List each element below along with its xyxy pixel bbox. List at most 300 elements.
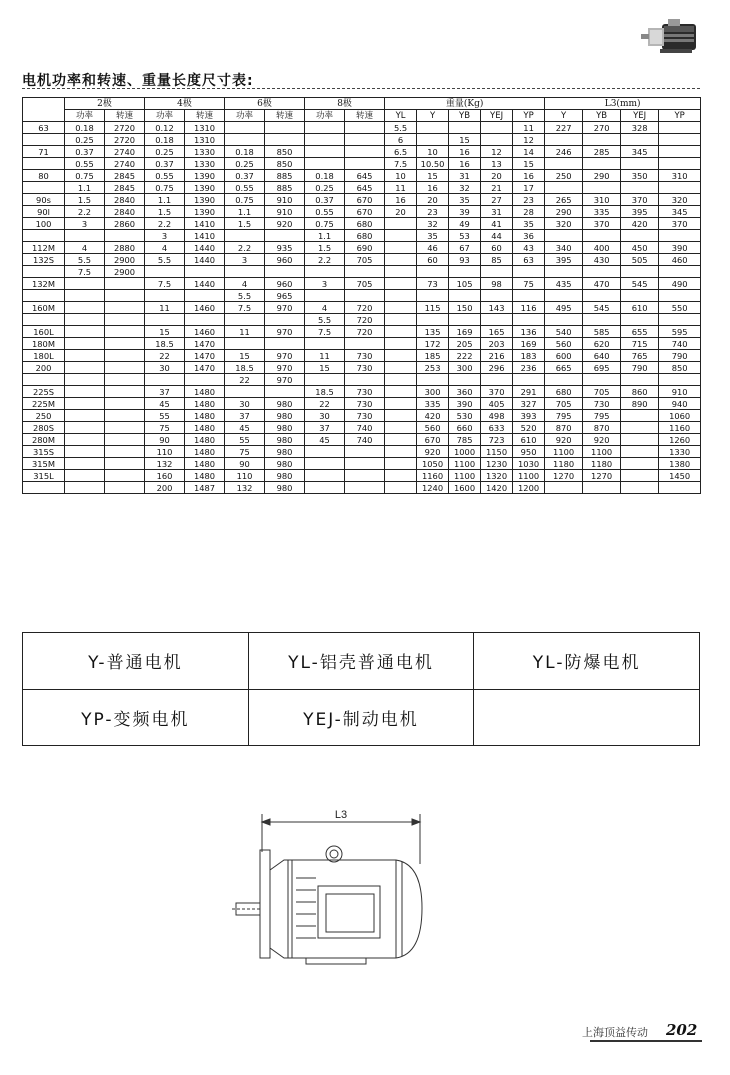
cell-wy: 335: [417, 398, 449, 410]
cell-s2: 2740: [105, 146, 145, 158]
cell-s8: 730: [345, 350, 385, 362]
cell-ly: 435: [545, 278, 583, 290]
cell-s8: 705: [345, 278, 385, 290]
cell-lyp: [659, 158, 701, 170]
cell-wyl: 20: [385, 206, 417, 218]
cell-lyp: 390: [659, 242, 701, 254]
legend-row: [23, 633, 700, 690]
table-row: [23, 326, 701, 338]
cell-ly: [545, 374, 583, 386]
cell-s4: [185, 314, 225, 326]
cell-frame: 100: [23, 218, 65, 230]
cell-ly: 795: [545, 410, 583, 422]
subheader-weight-yp: YP: [513, 110, 545, 122]
cell-s8: 720: [345, 302, 385, 314]
cell-wy: [417, 122, 449, 134]
cell-p6: 55: [225, 434, 265, 446]
cell-p4: 0.25: [145, 146, 185, 158]
cell-wyej: 296: [481, 362, 513, 374]
cell-p6: 5.5: [225, 290, 265, 302]
cell-wyb: 1600: [449, 482, 481, 494]
cell-lyb: [583, 182, 621, 194]
cell-p8: 11: [305, 350, 345, 362]
title-divider: [22, 88, 700, 89]
cell-s6: [265, 338, 305, 350]
cell-p4: 7.5: [145, 278, 185, 290]
cell-p6: 0.55: [225, 182, 265, 194]
cell-p6: 1.1: [225, 206, 265, 218]
cell-s4: 1440: [185, 254, 225, 266]
cell-ly: [545, 230, 583, 242]
cell-s8: 705: [345, 254, 385, 266]
cell-p4: 2.2: [145, 218, 185, 230]
cell-s6: [265, 122, 305, 134]
cell-p2: [65, 422, 105, 434]
cell-wyp: 15: [513, 158, 545, 170]
cell-s8: [345, 134, 385, 146]
cell-wyl: [385, 446, 417, 458]
subheader-speed: 转速: [105, 110, 145, 122]
cell-lyej: 505: [621, 254, 659, 266]
cell-p4: 30: [145, 362, 185, 374]
table-row: [23, 206, 701, 218]
cell-wyp: 1200: [513, 482, 545, 494]
cell-p8: 0.18: [305, 170, 345, 182]
cell-lyp: 1160: [659, 422, 701, 434]
cell-wyl: [385, 422, 417, 434]
header-length: L3(mm): [545, 98, 701, 110]
cell-p2: 0.18: [65, 122, 105, 134]
subheader-length-yej: YEJ: [621, 110, 659, 122]
cell-ly: 870: [545, 422, 583, 434]
cell-lyb: 1270: [583, 470, 621, 482]
cell-lyb: 335: [583, 206, 621, 218]
cell-s8: [345, 470, 385, 482]
cell-wyl: [385, 398, 417, 410]
cell-wyej: 633: [481, 422, 513, 434]
cell-wyp: 520: [513, 422, 545, 434]
cell-lyb: 620: [583, 338, 621, 350]
cell-p6: [225, 266, 265, 278]
cell-wyl: [385, 386, 417, 398]
cell-wyb: [449, 266, 481, 278]
cell-wyl: [385, 470, 417, 482]
footer-company: 上海顶益传动: [582, 1026, 648, 1039]
cell-p8: 22: [305, 398, 345, 410]
cell-ly: [545, 134, 583, 146]
cell-wyej: 13: [481, 158, 513, 170]
cell-s6: 970: [265, 302, 305, 314]
cell-s2: [105, 446, 145, 458]
cell-wyl: [385, 338, 417, 350]
cell-s4: 1390: [185, 170, 225, 182]
cell-wyp: 169: [513, 338, 545, 350]
subheader-speed: 转速: [185, 110, 225, 122]
cell-s6: 980: [265, 422, 305, 434]
cell-lyp: [659, 182, 701, 194]
cell-p4: 160: [145, 470, 185, 482]
cell-ly: 540: [545, 326, 583, 338]
cell-lyb: [583, 158, 621, 170]
cell-lyej: 790: [621, 362, 659, 374]
cell-s4: 1480: [185, 410, 225, 422]
cell-wy: 16: [417, 182, 449, 194]
cell-p8: 0.25: [305, 182, 345, 194]
cell-p2: 4: [65, 242, 105, 254]
cell-frame: 90l: [23, 206, 65, 218]
cell-lyej: 890: [621, 398, 659, 410]
cell-lyb: 705: [583, 386, 621, 398]
cell-s8: [345, 146, 385, 158]
cell-s8: [345, 458, 385, 470]
cell-p2: 5.5: [65, 254, 105, 266]
cell-s2: 2880: [105, 242, 145, 254]
cell-p2: 1.1: [65, 182, 105, 194]
cell-p4: [145, 374, 185, 386]
cell-wy: 20: [417, 194, 449, 206]
cell-p6: 11: [225, 326, 265, 338]
cell-wyl: [385, 362, 417, 374]
cell-p6: 0.18: [225, 146, 265, 158]
cell-s2: [105, 398, 145, 410]
cell-wyb: 360: [449, 386, 481, 398]
cell-ly: 395: [545, 254, 583, 266]
cell-s6: 935: [265, 242, 305, 254]
cell-wyej: 60: [481, 242, 513, 254]
cell-wyp: 116: [513, 302, 545, 314]
cell-p8: 37: [305, 422, 345, 434]
cell-s6: 885: [265, 170, 305, 182]
cell-wyej: 370: [481, 386, 513, 398]
cell-lyp: 1330: [659, 446, 701, 458]
cell-ly: 495: [545, 302, 583, 314]
cell-wyl: 5.5: [385, 122, 417, 134]
table-row: [23, 158, 701, 170]
cell-s4: 1480: [185, 422, 225, 434]
cell-s6: 965: [265, 290, 305, 302]
cell-p4: 132: [145, 458, 185, 470]
cell-p6: 22: [225, 374, 265, 386]
cell-wy: 115: [417, 302, 449, 314]
cell-ly: 665: [545, 362, 583, 374]
cell-frame: 80: [23, 170, 65, 182]
table-row: [23, 146, 701, 158]
cell-s2: [105, 278, 145, 290]
cell-lyp: [659, 314, 701, 326]
cell-lyb: 640: [583, 350, 621, 362]
cell-frame: 63: [23, 122, 65, 134]
cell-s8: 740: [345, 422, 385, 434]
cell-s4: 1440: [185, 278, 225, 290]
table-row: [23, 170, 701, 182]
table-row: [23, 278, 701, 290]
cell-ly: 265: [545, 194, 583, 206]
cell-s4: 1390: [185, 194, 225, 206]
table-row: [23, 314, 701, 326]
table-row: [23, 362, 701, 374]
cell-wy: 1160: [417, 470, 449, 482]
cell-p6: 18.5: [225, 362, 265, 374]
table-row: [23, 386, 701, 398]
cell-s4: 1410: [185, 230, 225, 242]
cell-wyb: 93: [449, 254, 481, 266]
cell-p2: [65, 374, 105, 386]
cell-p2: [65, 326, 105, 338]
cell-lyej: [621, 434, 659, 446]
cell-p8: 18.5: [305, 386, 345, 398]
cell-frame: 315L: [23, 470, 65, 482]
cell-lyp: 910: [659, 386, 701, 398]
cell-lyp: 460: [659, 254, 701, 266]
cell-s8: [345, 374, 385, 386]
cell-s4: 1487: [185, 482, 225, 494]
cell-wyl: 7.5: [385, 158, 417, 170]
cell-wyb: [449, 290, 481, 302]
cell-s2: 2720: [105, 134, 145, 146]
cell-s2: 2740: [105, 158, 145, 170]
cell-lyb: [583, 266, 621, 278]
cell-lyp: 550: [659, 302, 701, 314]
cell-wyej: 12: [481, 146, 513, 158]
motor-foot: [306, 958, 366, 964]
cell-p6: 0.75: [225, 194, 265, 206]
cell-wy: [417, 134, 449, 146]
cell-frame: 315S: [23, 446, 65, 458]
cell-wy: 185: [417, 350, 449, 362]
table-row: [23, 350, 701, 362]
cell-s8: 730: [345, 386, 385, 398]
cell-s2: 2840: [105, 194, 145, 206]
cell-p8: [305, 158, 345, 170]
cell-s6: [265, 230, 305, 242]
cell-s6: 980: [265, 434, 305, 446]
cell-s6: [265, 134, 305, 146]
footer-divider: [590, 1040, 702, 1042]
cell-wyej: 203: [481, 338, 513, 350]
cell-wyb: 660: [449, 422, 481, 434]
cell-wyej: 1420: [481, 482, 513, 494]
subheader-weight-yej: YEJ: [481, 110, 513, 122]
cell-p8: 2.2: [305, 254, 345, 266]
cell-p2: [65, 398, 105, 410]
dimension-arrow-left: [262, 819, 270, 825]
cell-p6: 2.2: [225, 242, 265, 254]
cell-lyej: [621, 290, 659, 302]
cell-ly: 560: [545, 338, 583, 350]
cell-s2: [105, 314, 145, 326]
cell-p8: [305, 458, 345, 470]
cell-lyej: [621, 134, 659, 146]
cell-wyb: 16: [449, 158, 481, 170]
cell-p2: [65, 302, 105, 314]
cell-wyp: 28: [513, 206, 545, 218]
subheader-weight-yb: YB: [449, 110, 481, 122]
cell-p8: 15: [305, 362, 345, 374]
cell-lyb: 1180: [583, 458, 621, 470]
subheader-power: 功率: [225, 110, 265, 122]
cell-s8: [345, 482, 385, 494]
cell-frame: [23, 134, 65, 146]
table-row: [23, 134, 701, 146]
cell-ly: 320: [545, 218, 583, 230]
cell-lyej: 370: [621, 194, 659, 206]
cell-wyb: 205: [449, 338, 481, 350]
cell-wyp: [513, 314, 545, 326]
cell-s2: 2860: [105, 218, 145, 230]
cell-lyp: [659, 290, 701, 302]
cell-wyb: [449, 374, 481, 386]
cell-wyp: 12: [513, 134, 545, 146]
cell-s2: 2900: [105, 254, 145, 266]
cell-p2: 1.5: [65, 194, 105, 206]
cell-wy: 73: [417, 278, 449, 290]
cell-wyej: 1320: [481, 470, 513, 482]
cell-wyl: [385, 278, 417, 290]
cell-frame: 132M: [23, 278, 65, 290]
legend-yl-aluminum: YL-铝壳普通电机: [248, 633, 474, 690]
cell-p2: 7.5: [65, 266, 105, 278]
cell-wyl: [385, 350, 417, 362]
cell-lyb: 270: [583, 122, 621, 134]
cell-wyb: 222: [449, 350, 481, 362]
cell-p6: 7.5: [225, 302, 265, 314]
cell-lyp: 940: [659, 398, 701, 410]
cell-wyb: 300: [449, 362, 481, 374]
cell-wy: 23: [417, 206, 449, 218]
cell-p2: [65, 482, 105, 494]
cell-lyp: 1380: [659, 458, 701, 470]
cell-p2: 2.2: [65, 206, 105, 218]
cell-lyej: [621, 482, 659, 494]
cell-p8: [305, 290, 345, 302]
header-weight: 重量(Kg): [385, 98, 545, 110]
cell-p4: 18.5: [145, 338, 185, 350]
subheader-power: 功率: [305, 110, 345, 122]
cell-lyej: 328: [621, 122, 659, 134]
subheader-weight-yl: YL: [385, 110, 417, 122]
cell-s4: 1480: [185, 386, 225, 398]
table-row: [23, 434, 701, 446]
cell-wyl: 11: [385, 182, 417, 194]
cell-lyb: [583, 374, 621, 386]
cell-wyb: 53: [449, 230, 481, 242]
cell-s6: 980: [265, 398, 305, 410]
cell-wy: 1240: [417, 482, 449, 494]
cell-wy: 300: [417, 386, 449, 398]
cell-lyp: 320: [659, 194, 701, 206]
table-row: [23, 290, 701, 302]
table-row: [23, 242, 701, 254]
cell-wy: [417, 314, 449, 326]
cell-p4: 4: [145, 242, 185, 254]
cell-p6: 37: [225, 410, 265, 422]
cell-wy: 172: [417, 338, 449, 350]
cell-s2: 2840: [105, 206, 145, 218]
table-subheader-row: [23, 110, 701, 122]
cell-p2: 0.55: [65, 158, 105, 170]
cell-s8: 690: [345, 242, 385, 254]
table-row: [23, 122, 701, 134]
cell-wyp: 11: [513, 122, 545, 134]
cell-s2: 2845: [105, 170, 145, 182]
cell-s4: 1460: [185, 302, 225, 314]
cell-wy: 920: [417, 446, 449, 458]
cell-lyej: [621, 374, 659, 386]
cell-s8: 740: [345, 434, 385, 446]
cell-wyej: 405: [481, 398, 513, 410]
cell-p2: [65, 386, 105, 398]
cell-s2: [105, 362, 145, 374]
cell-ly: [545, 266, 583, 278]
header-pole4: 4极: [145, 98, 225, 110]
cell-wy: 1050: [417, 458, 449, 470]
cell-s4: 1440: [185, 242, 225, 254]
cell-wyp: 327: [513, 398, 545, 410]
cell-frame: [23, 230, 65, 242]
cell-p2: [65, 314, 105, 326]
cell-wyp: [513, 290, 545, 302]
cell-ly: [545, 482, 583, 494]
cell-s4: [185, 266, 225, 278]
cell-s8: 645: [345, 182, 385, 194]
cell-frame: 315M: [23, 458, 65, 470]
cell-lyb: 310: [583, 194, 621, 206]
cell-p2: 0.25: [65, 134, 105, 146]
cell-p4: [145, 290, 185, 302]
cell-p4: [145, 266, 185, 278]
cell-s4: 1460: [185, 326, 225, 338]
cell-p2: [65, 410, 105, 422]
cell-wyl: 10: [385, 170, 417, 182]
motor-type-legend: [22, 632, 700, 746]
cell-lyp: [659, 482, 701, 494]
motor-logo-icon: [640, 18, 700, 58]
cell-lyp: [659, 266, 701, 278]
cell-p8: 0.55: [305, 206, 345, 218]
cell-wyp: 35: [513, 218, 545, 230]
cell-frame: 132S: [23, 254, 65, 266]
cell-frame: 200: [23, 362, 65, 374]
cell-wyb: 16: [449, 146, 481, 158]
cell-wyb: 39: [449, 206, 481, 218]
cell-p6: 75: [225, 446, 265, 458]
cell-wyb: 15: [449, 134, 481, 146]
header-pole6: 6极: [225, 98, 305, 110]
cell-p4: 0.75: [145, 182, 185, 194]
cell-p6: [225, 386, 265, 398]
cell-s6: 980: [265, 410, 305, 422]
cell-s6: 980: [265, 482, 305, 494]
cell-lyb: 545: [583, 302, 621, 314]
cell-s6: 920: [265, 218, 305, 230]
header-frame-cell: [23, 98, 65, 122]
cell-s8: 730: [345, 398, 385, 410]
cell-p4: 45: [145, 398, 185, 410]
motor-body: [270, 860, 422, 958]
cell-wyp: 36: [513, 230, 545, 242]
cell-p4: 5.5: [145, 254, 185, 266]
cell-lyp: 740: [659, 338, 701, 350]
cell-lyp: [659, 230, 701, 242]
cell-frame: 250: [23, 410, 65, 422]
cell-s4: 1330: [185, 158, 225, 170]
cell-s8: [345, 122, 385, 134]
cell-wyej: [481, 290, 513, 302]
cell-s8: [345, 290, 385, 302]
cell-p2: [65, 350, 105, 362]
cell-wyp: [513, 266, 545, 278]
cell-lyb: [583, 230, 621, 242]
